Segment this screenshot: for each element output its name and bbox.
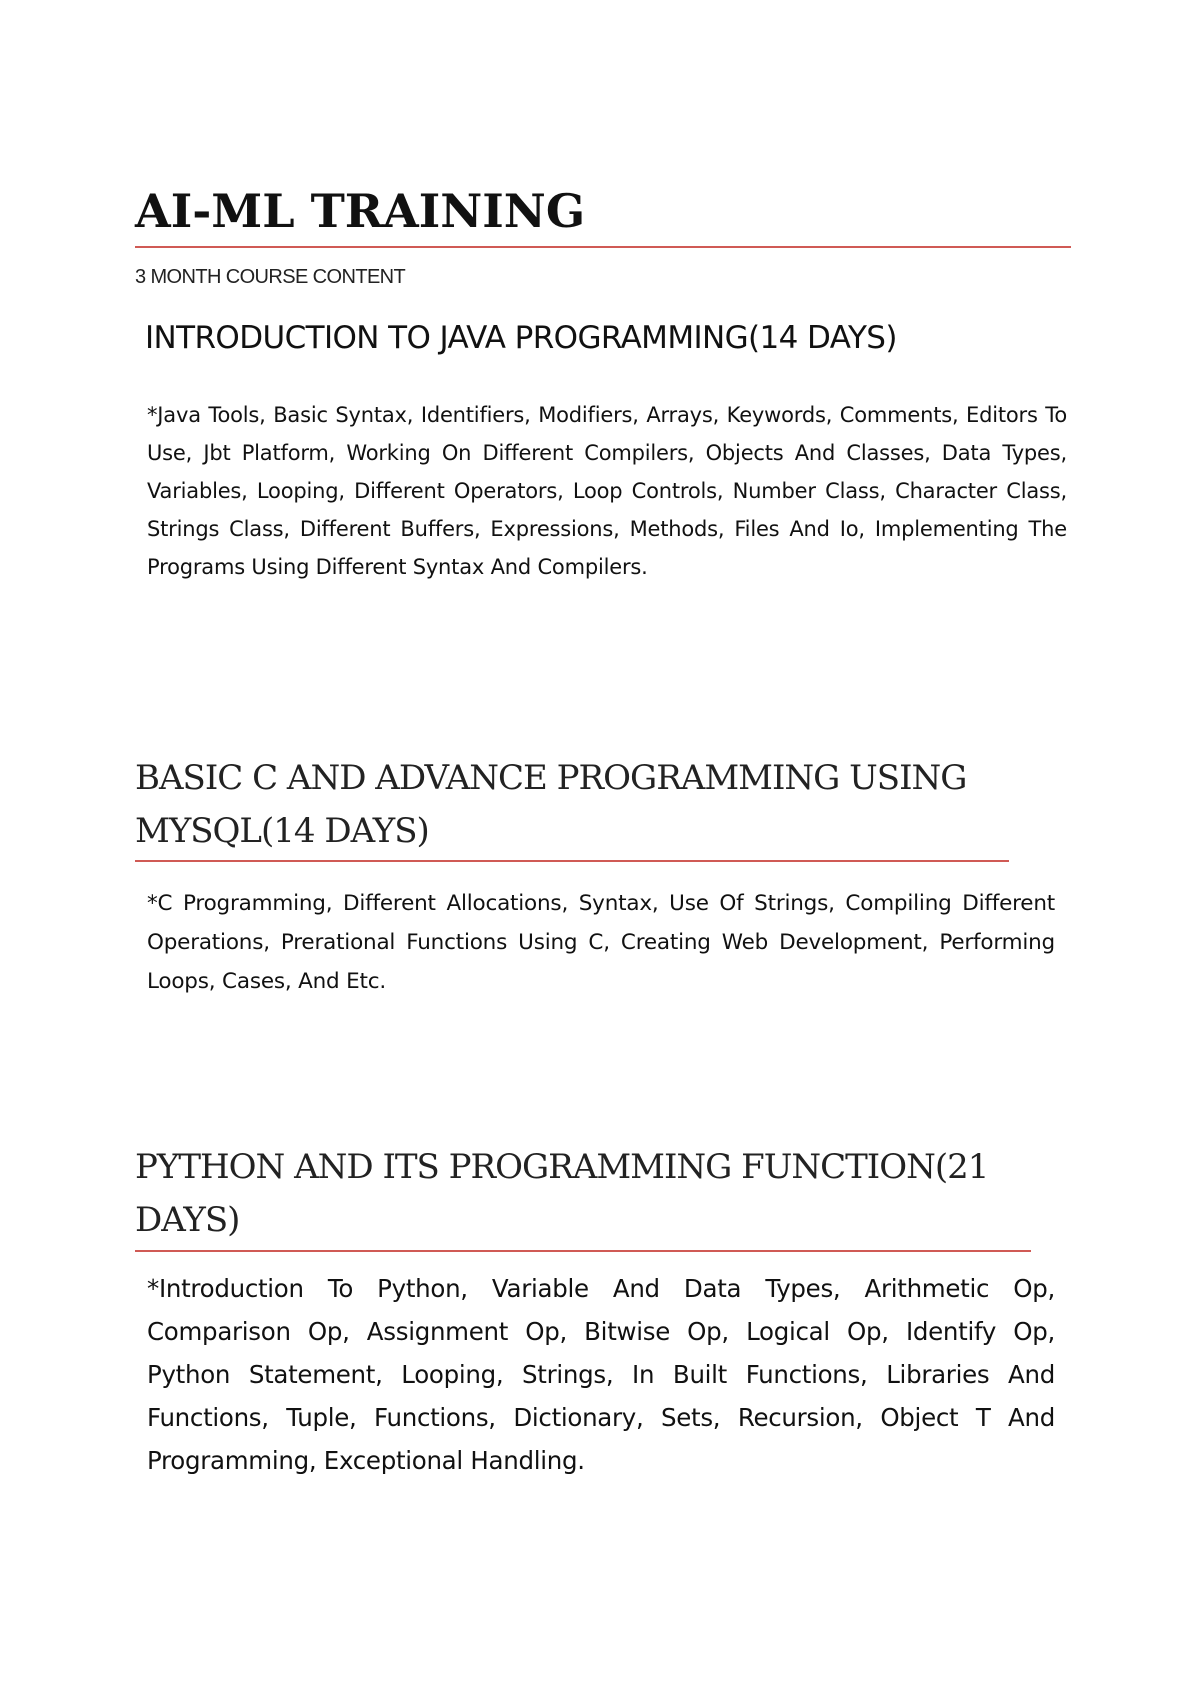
document-title: AI-ML TRAINING (135, 184, 586, 238)
title-divider (135, 246, 1071, 248)
section-heading-python: PYTHON AND ITS PROGRAMMING FUNCTION(21 DAYS) (135, 1147, 989, 1240)
section-heading-java: INTRODUCTION TO JAVA PROGRAMMING(14 DAYS) (145, 320, 897, 356)
section-divider-python (135, 1250, 1031, 1252)
section-divider-c-mysql (135, 860, 1009, 862)
section-body-java: *Java Tools, Basic Syntax, Identifiers, Modifiers, Arrays, Keywords, Comments, Editors To Use, Jbt Platform, Working On Different Compilers, Objects And Classes, Data Types, Variables, Looping, Different Operators, Loop Controls, Number Class, Character Class, Strings Class, Different Buffers, Expressions, Methods, Files And Io, Implementing The Programs Using Different Syntax And Compilers. (147, 403, 1067, 579)
section-heading-c-mysql: BASIC C AND ADVANCE PROGRAMMING USING MYSQL(14 DAYS) (135, 758, 967, 851)
section-body-python: *Introduction To Python, Variable And Data Types, Arithmetic Op, Comparison Op, Assignment Op, Bitwise Op, Logical Op, Identify Op, Python Statement, Looping, Strings, In Built Functions, Libraries And Functions, Tuple, Functions, Dictionary, Sets, Recursion, Object T And Programming, Exceptional Handling. (147, 1274, 1055, 1475)
section-body-c-mysql: *C Programming, Different Allocations, Syntax, Use Of Strings, Compiling Different Operations, Prerational Functions Using C, Creating Web Development, Performing Loops, Cases, And Etc. (147, 891, 1055, 994)
document-subtitle: 3 MONTH COURSE CONTENT (135, 266, 406, 288)
